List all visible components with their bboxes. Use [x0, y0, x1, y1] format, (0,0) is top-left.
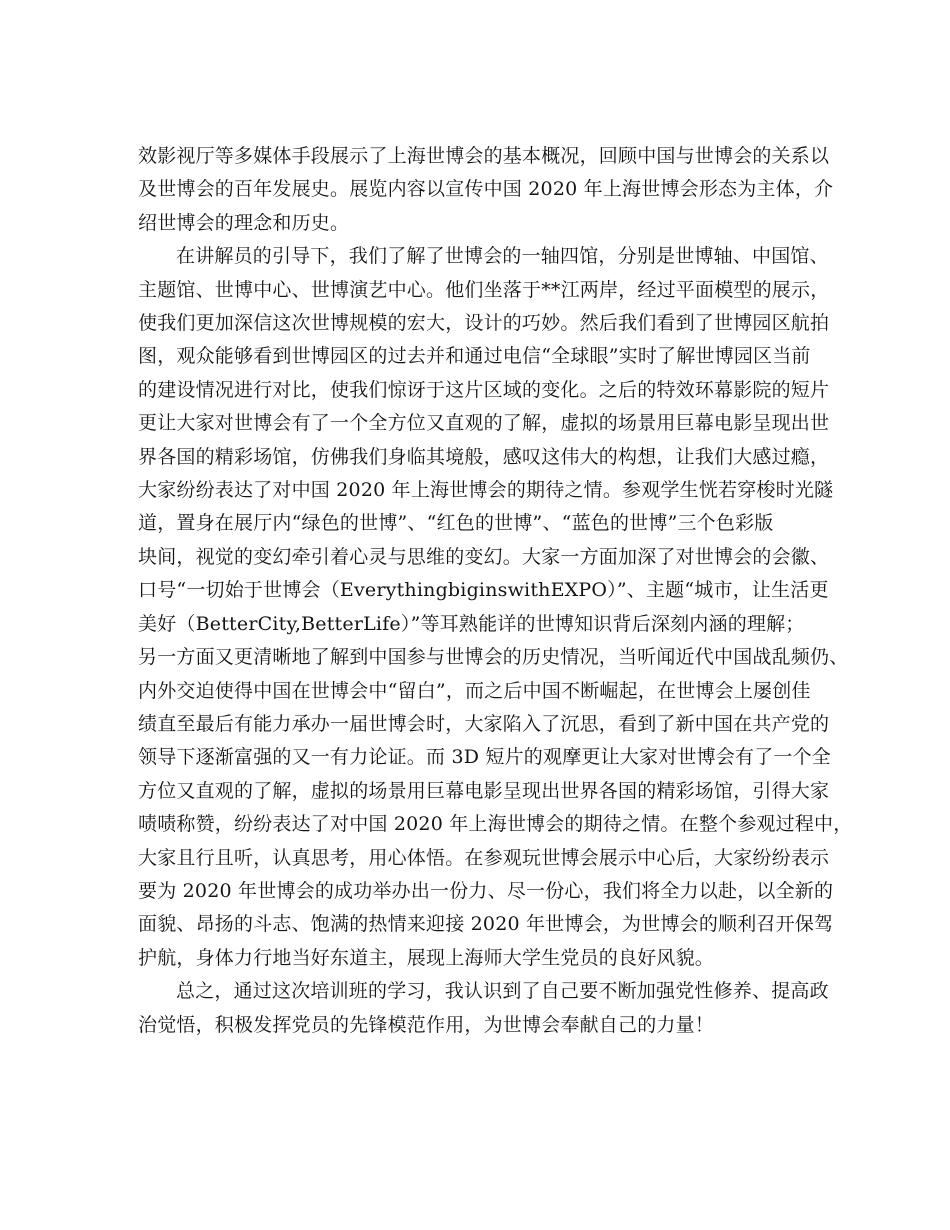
text-line: 界各国的精彩场馆，仿佛我们身临其境般，感叹这伟大的构想，让我们大感过瘾， [138, 445, 830, 468]
paragraph-2 [138, 240, 853, 975]
text-line: 护航，身体力行地当好东道主，展现上海师大学生党员的良好风貌。 [138, 946, 715, 969]
text-line: 效影视厅等多媒体手段展示了上海世博会的基本概况，回顾中国与世博会的关系以 [138, 145, 830, 167]
text-line: 的建设情况进行对比，使我们惊讶于这片区域的变化。之后的特效环幕影院的短片 [138, 378, 830, 401]
text-line: 美好（BetterCity,BetterLife）”等耳熟能详的世博知识背后深刻内涵的理解； [138, 612, 805, 635]
text-line: 更让大家对世博会有了一个全方位又直观的了解，虚拟的场景用巨幕电影呈现出世 [138, 412, 830, 435]
text-line: 主题馆、世博中心、世博演艺中心。他们坐落于**江两岸，经过平面模型的展示， [138, 278, 830, 301]
text-line: 领导下逐渐富强的又一有力论证。而 3D 短片的观摩更让大家对世博会有了一个全 [138, 746, 832, 769]
text-line: 块间，视觉的变幻牵引着心灵与思维的变幻。大家一方面加深了对世博会的会徽、 [138, 545, 830, 568]
text-line: 及世博会的百年发展史。展览内容以宣传中国 2020 年上海世博会形态为主体，介 [138, 178, 834, 201]
text-line: 面貌、昂扬的斗志、饱满的热情来迎接 2020 年世博会，为世博会的顺利召开保驾 [138, 913, 834, 936]
text-line: 图，观众能够看到世博园区的过去并和通过电信“全球眼”实时了解世博园区当前 [138, 345, 811, 368]
text-line: 口号“一切始于世博会（EverythingbiginswithEXPO）”、主题“城市，让生活更 [138, 579, 829, 602]
text-line: 绍世博会的理念和历史。 [138, 211, 350, 234]
text-line: 总之，通过这次培训班的学习，我认识到了自己要不断加强党性修养、提高政 [176, 980, 829, 1003]
paragraph-3 [138, 975, 829, 1042]
text-line: 要为 2020 年世博会的成功举办出一份力、尽一份心，我们将全力以赴，以全新的 [138, 879, 834, 902]
text-line: 大家纷纷表达了对中国 2020 年上海世博会的期待之情。参观学生恍若穿梭时光隧 [138, 479, 834, 502]
text-line: 啧啧称赞，纷纷表达了对中国 2020 年上海世博会的期待之情。在整个参观过程中， [138, 813, 853, 836]
text-line: 道，置身在展厅内“绿色的世博”、“红色的世博”、“蓝色的世博”三个色彩版 [138, 512, 774, 535]
text-line: 大家且行且听，认真思考，用心体悟。在参观玩世博会展示中心后，大家纷纷表示 [138, 846, 830, 869]
text-line: 内外交迫使得中国在世博会中“留白”，而之后中国不断崛起，在世博会上屡创佳 [138, 679, 811, 702]
text-line: 使我们更加深信这次世博规模的宏大，设计的巧妙。然后我们看到了世博园区航拍 [138, 312, 830, 335]
text-line: 另一方面又更清晰地了解到中国参与世博会的历史情况，当听闻近代中国战乱频仍、 [138, 646, 849, 669]
paragraph-1 [138, 140, 834, 240]
text-line: 方位又直观的了解，虚拟的场景用巨幕电影呈现出世界各国的精彩场馆，引得大家 [138, 779, 830, 802]
text-line: 绩直至最后有能力承办一届世博会时，大家陷入了沉思，看到了新中国在共产党的 [138, 712, 830, 735]
text-line: 治觉悟，积极发挥党员的先锋模范作用，为世博会奉献自己的力量！ [138, 1013, 715, 1036]
text-line: 在讲解员的引导下，我们了解了世博会的一轴四馆，分别是世博轴、中国馆、 [176, 245, 829, 268]
